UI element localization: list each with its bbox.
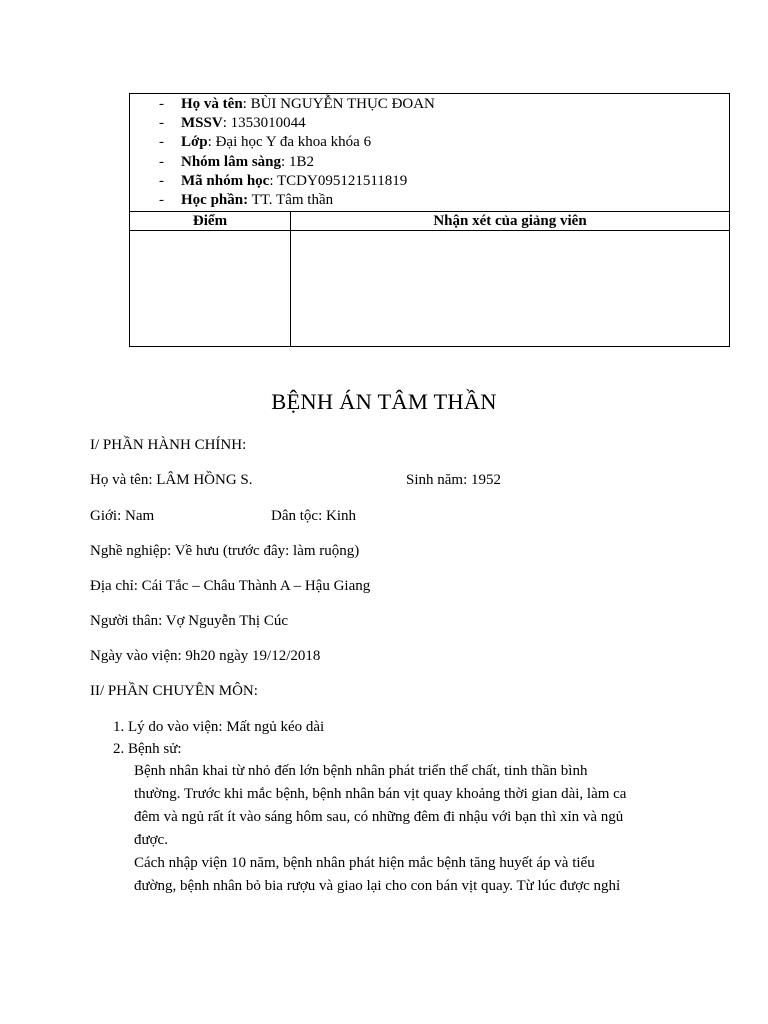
info-row-mssv: - MSSV: 1353010044: [130, 114, 729, 133]
comment-column-header: Nhận xét của giảng viên: [433, 213, 587, 229]
info-label: Mã nhóm học: [181, 172, 270, 189]
admission-date: Ngày vào viện: 9h20 ngày 19/12/2018: [90, 648, 321, 664]
info-label: Lớp: [181, 134, 208, 151]
paragraph-line: thường. Trước khi mắc bệnh, bệnh nhân bán vịt quay khoảng thời gian dài, làm ca: [134, 786, 627, 802]
patient-gender: Giới: Nam: [90, 508, 155, 524]
document-title: BỆNH ÁN TÂM THẦN: [271, 389, 497, 414]
history-heading: 2. Bệnh sử:: [113, 741, 182, 757]
bullet-dash: -: [159, 96, 164, 112]
paragraph-line: Bệnh nhân khai từ nhỏ đến lớn bệnh nhân phát triển thể chất, tinh thần bình: [134, 763, 588, 779]
history-paragraph: [134, 760, 694, 898]
info-value: 1353010044: [230, 115, 306, 132]
info-value: Đại học Y đa khoa khóa 6: [215, 134, 372, 151]
paragraph-line: đêm và ngủ rất ít vào sáng hôm sau, có những đêm đi nhậu với bạn thì xỉn và ngủ: [134, 809, 624, 825]
info-label: Học phần:: [181, 191, 249, 208]
info-row-name: - Họ và tên: BÙI NGUYỄN THỤC ĐOAN: [130, 95, 729, 114]
birth-year: Sinh năm: 1952: [406, 472, 502, 488]
info-value: 1B2: [288, 153, 314, 170]
score-column-header: Điểm: [192, 213, 228, 229]
bullet-dash: -: [159, 153, 164, 170]
paragraph-line: Cách nhập viện 10 năm, bệnh nhân phát hiện mắc bệnh tăng huyết áp và tiểu: [134, 855, 595, 871]
paragraph-line: được.: [134, 832, 168, 848]
student-info-table: [129, 93, 730, 347]
info-value: TCDY095121511819: [277, 172, 408, 189]
info-row-class: - Lớp: Đại học Y đa khoa khóa 6: [130, 133, 729, 152]
info-row-group-code: - Mã nhóm học: TCDY095121511819: [130, 172, 729, 191]
comment-cell: [291, 231, 729, 346]
patient-relative: Người thân: Vợ Nguyễn Thị Cúc: [90, 613, 289, 629]
patient-name: Họ và tên: LÂM HỒNG S.: [90, 472, 253, 488]
info-label: Nhóm lâm sàng: [181, 153, 282, 170]
patient-ethnicity: Dân tộc: Kinh: [271, 508, 356, 524]
info-label: MSSV: [181, 115, 223, 132]
patient-address: Địa chỉ: Cái Tắc – Châu Thành A – Hậu Giang: [90, 578, 371, 594]
info-row-course: [130, 191, 729, 210]
info-row-clinical-group: - Nhóm lâm sàng: 1B2: [130, 153, 729, 172]
bullet-dash: -: [159, 134, 164, 151]
section-heading-admin: I/ PHẦN HÀNH CHÍNH:: [90, 437, 247, 453]
patient-occupation: Nghề nghiệp: Về hưu (trước đây: làm ruộng): [90, 543, 360, 559]
score-cell: [130, 231, 290, 346]
info-value: BÙI NGUYỄN THỤC ĐOAN: [250, 96, 435, 112]
info-label: Họ và tên: [181, 96, 243, 112]
student-info-list: [130, 94, 729, 211]
bullet-dash: -: [159, 191, 164, 208]
bullet-dash: -: [159, 172, 164, 189]
reason-for-admission: 1. Lý do vào viện: Mất ngủ kéo dài: [113, 719, 325, 735]
paragraph-line: đường, bệnh nhân bỏ bia rượu và giao lại cho con bán vịt quay. Từ lúc được nghỉ: [134, 878, 621, 894]
info-value: TT. Tâm thần: [251, 191, 334, 208]
section-heading-professional: II/ PHẦN CHUYÊN MÔN:: [90, 683, 258, 699]
bullet-dash: -: [159, 115, 164, 132]
